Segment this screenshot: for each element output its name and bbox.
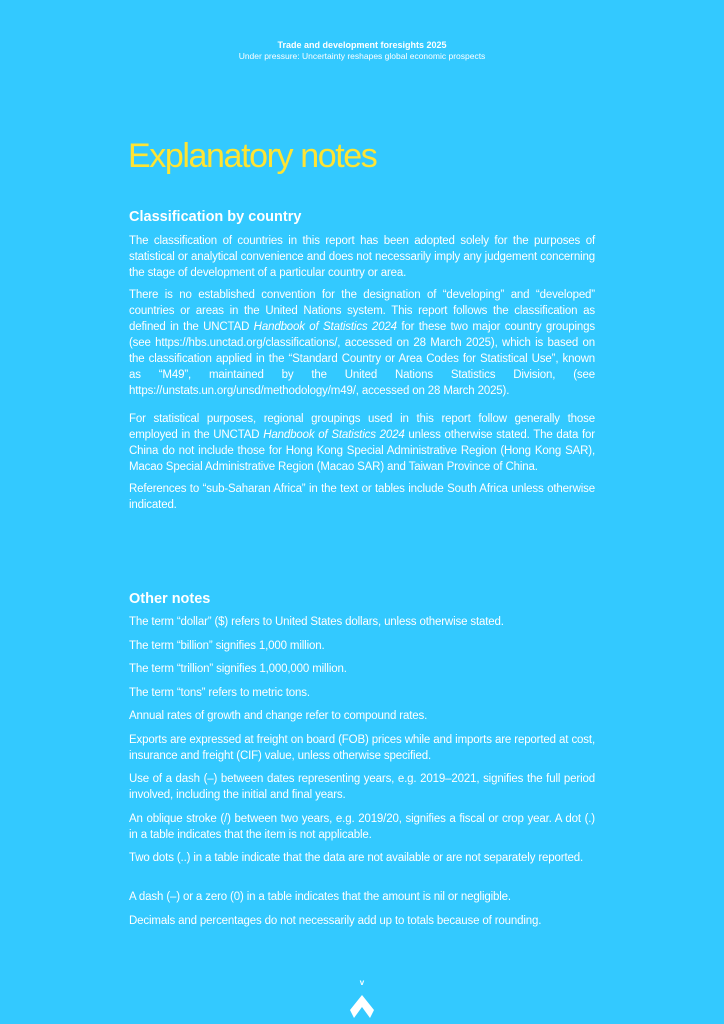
note-tons: The term “tons” refers to metric tons. [129,686,310,699]
page-number: v [359,978,365,987]
classification-heading: Classification by country [129,209,302,225]
note-rounding: Decimals and percentages do not necessarily add up to totals because of rounding. [129,914,542,927]
classification-paragraph-2 [129,287,595,399]
other-notes-section [129,590,595,936]
note-dash-zero: A dash (–) or a zero (0) in a table indicates that the amount is nil or negligible. [129,891,511,903]
paragraph-2-text-b: for these two major country groupings (see https://hbs.unctad.org/classifications/, accessed on 28 March 2025), which is based on the classification applied in the “Standard Country or Area Codes for Statistical Use”, known as “M49”, maintained by the United Nations Statistics Division, (see https://unstats.un.org/unsd/methodology/m49/, accessed on 28 March 2025). [129,321,595,397]
paragraph-2-italic: Handbook of Statistics 2024 [253,321,397,333]
note-dollar: The term “dollar” ($) refers to United States dollars, unless otherwise stated. [129,616,504,628]
running-header-subtitle: Under pressure: Uncertainty reshapes global economic prospects [238,51,486,61]
note-dash-years: Use of a dash (–) between dates representing years, e.g. 2019–2021, signifies the full period involved, including the initial and final years. [129,773,595,801]
note-fob-cif: Exports are expressed at freight on board (FOB) prices while and imports are reported at cost, insurance and freight (CIF) value, unless otherwise specified. [129,733,595,762]
classification-paragraph-4: References to “sub-Saharan Africa” in the text or tables include South Africa unless otherwise indicated. [129,483,595,511]
note-oblique-stroke: An oblique stroke (/) between two years, e.g. 2019/20, signifies a fiscal or crop year. A dot (.) in a table indicates that the item is not applicable. [129,812,595,841]
paragraph-2-text-a: There is no established convention for the designation of “developing” and “developed” countries or areas in the United Nations system. This report follows the classification as defined in the UNCTAD [129,289,595,333]
running-header-title: Trade and development foresights 2025 [277,40,447,50]
note-trillion: The term “trillion” signifies 1,000,000 million. [129,663,347,675]
paragraph-3-italic: Handbook of Statistics 2024 [263,429,405,441]
classification-paragraph-1: The classification of countries in this report has been adopted solely for the purposes of statistical or analytical convenience and does not necessarily imply any judgement concerning the stage of development of a particular country or area. [129,235,595,279]
note-billion: The term “billion” signifies 1,000 million. [129,639,325,652]
paragraph-3-text-b: unless otherwise stated. The data for China do not include those for Hong Kong Special Administrative Region (Hong Kong SAR), Macao Special Administrative Region (Macao SAR) and Taiwan Province of China. [129,429,595,473]
note-two-dots: Two dots (..) in a table indicate that the data are not available or are not separately reported. [129,852,584,864]
running-header [0,40,724,62]
classification-section [129,208,595,519]
paragraph-3-text-a: For statistical purposes, regional groupings used in this report follow generally those employed in the UNCTAD [129,413,595,441]
note-growth-rates: Annual rates of growth and change refer to compound rates. [129,710,428,722]
chevron-up-logo-icon [349,994,375,1020]
page-title: Explanatory notes [128,137,377,175]
other-notes-heading: Other notes [129,591,211,607]
classification-paragraph-3 [129,411,595,475]
